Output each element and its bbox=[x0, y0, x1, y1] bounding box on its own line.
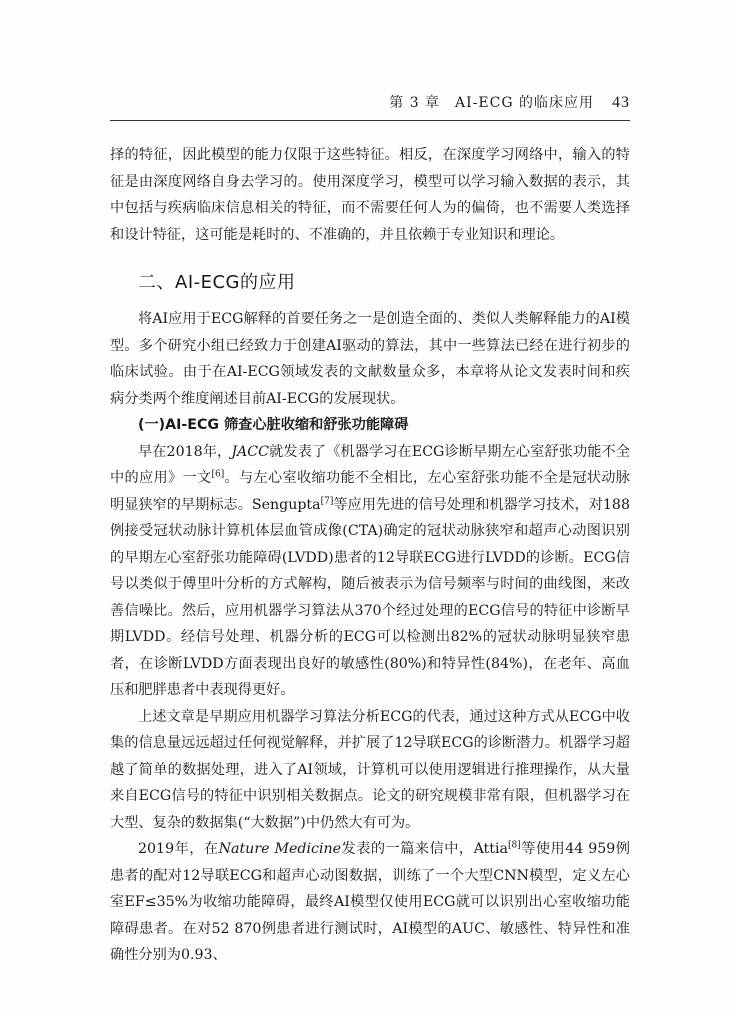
citation: [7] bbox=[320, 495, 334, 506]
citation: [6] bbox=[211, 469, 225, 480]
paragraph-continued: 择的特征，因此模型的能力仅限于这些特征。相反，在深度学习网络中，输入的特征是由深度网络自身去学习的。使用深度学习，模型可以学习输入数据的表示，其中包括与疾病临床信息相关的特征，而不需要任何人为的偏倚，也不需要人类选择和设计特征，这可能是耗时的、不准确的，并且依赖于专业知识和理论。 bbox=[110, 147, 630, 243]
paragraph-jacc-2018: 早在2018年，JACC就发表了《机器学习在ECG诊断早期左心室舒张功能不全中的应用》一文[6]。与左心室收缩功能不全相比，左心室舒张功能不全是冠状动脉明显狭窄的早期标志。Sengupta[7]等应用先进的信号处理和机器学习技术，对188例接受冠状动脉计算机体层血管成像(CTA)确定的冠状动脉狭窄和超声心动图识别的早期左心室舒张功能障碍(LVDD)患者的12导联ECG进行LVDD的诊断。ECG信号以类似于傅里叶分析的方式解构，随后被表示为信号频率与时间的曲线图，来改善信噪比。然后，应用机器学习算法从370个经过处理的ECG信号的特征中诊断早期LVDD。经信号处理、机器分析的ECG可以检测出82%的冠状动脉明显狭窄患者，在诊断LVDD方面表现出良好的敏感性(80%)和特异性(84%)，在老年、高血压和肥胖患者中表现得更好。 bbox=[110, 443, 630, 698]
section-heading: 二、AI-ECG的应用 bbox=[138, 272, 296, 293]
body-text bbox=[110, 142, 630, 969]
header-rule bbox=[110, 120, 630, 121]
journal-name: Nature Medicine bbox=[218, 841, 342, 857]
subsection-heading: (一)AI-ECG 筛查心脏收缩和舒张功能障碍 bbox=[138, 417, 409, 433]
paragraph-ai-ecg-intro: 将AI应用于ECG解释的首要任务之一是创造全面的、类似人类解释能力的AI模型。多个研究小组已经致力于创建AI驱动的算法，其中一些算法已经在进行初步的临床试验。由于在AI-ECG领域发表的文献数量众多，本章将从论文发表时间和疾病分类两个维度阐述目前AI-ECG的发展现状。 bbox=[110, 311, 630, 407]
journal-name: JACC bbox=[231, 443, 269, 460]
citation: [8] bbox=[507, 840, 521, 851]
page-number: 43 bbox=[612, 94, 630, 111]
paragraph-ml-summary: 上述文章是早期应用机器学习算法分析ECG的代表，通过这种方式从ECG中收集的信息量远远超过任何视觉解释，并扩展了12导联ECG的诊断潜力。机器学习超越了简单的数据处理，进入了AI领域，计算机可以使用逻辑进行推理操作，从大量来自ECG信号的特征中识别相关数据点。论文的研究规模非常有限，但机器学习在大型、复杂的数据集(“大数据”)中仍然大有可为。 bbox=[110, 708, 630, 831]
chapter-title: 第 3 章 AI-ECG 的临床应用 bbox=[389, 95, 594, 111]
running-header bbox=[110, 92, 630, 112]
paragraph-nature-medicine-2019: 2019年，在Nature Medicine发表的一篇来信中，Attia[8]等使用44 959例患者的配对12导联ECG和超声心动图数据，训练了一个大型CNN模型，定义左心室EF≤35%为收缩功能障碍，最终AI模型仅使用ECG就可以识别出心室收缩功能障碍患者。在对52 870例患者进行测试时，AI模型的AUC、敏感性、特异性和准确性分别为0.93、 bbox=[110, 840, 631, 963]
